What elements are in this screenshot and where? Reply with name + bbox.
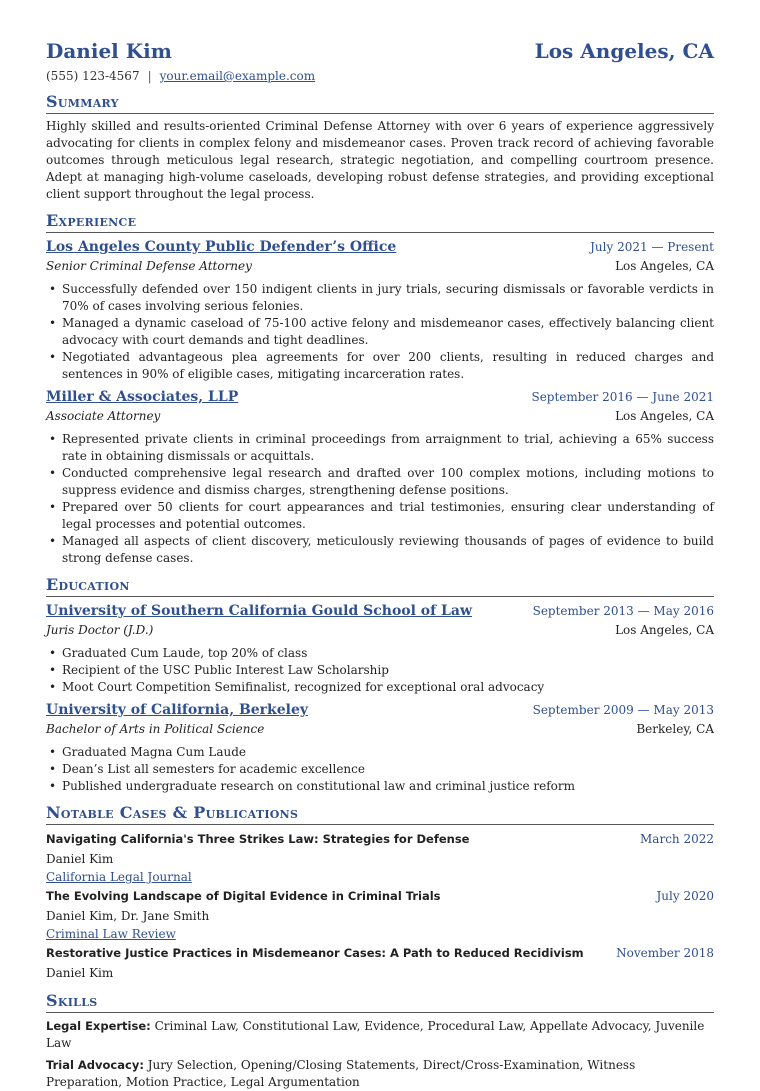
bullet-item: • Represented private clients in criminal proceedings from arraignment to trial, achieving a 65% success rate in obtaining dismissals or acquittals.: [46, 431, 714, 465]
publication-date: July 2020: [656, 889, 714, 903]
bullet-list: [46, 281, 714, 383]
employment-dates: July 2021 — Present: [590, 240, 714, 254]
bullet-item: • Managed all aspects of client discovery, meticulously reviewing thousands of pages of evidence to build strong defense cases.: [46, 533, 714, 567]
education-dates: September 2013 — May 2016: [532, 604, 714, 618]
section-title-experience: Experience: [46, 211, 714, 233]
publication-date: November 2018: [616, 946, 714, 960]
experience-entry: [46, 237, 714, 383]
bullet-item: • Dean’s List all semesters for academic excellence: [46, 761, 714, 778]
bullet-item: • Graduated Magna Cum Laude: [46, 744, 714, 761]
employment-dates: September 2016 — June 2021: [531, 390, 714, 404]
job-title: Senior Criminal Defense Attorney: [46, 259, 252, 273]
skills-section: [46, 991, 714, 1091]
contact-line: [46, 68, 714, 84]
education-section: [46, 575, 714, 795]
experience-section: [46, 211, 714, 567]
job-title: Associate Attorney: [46, 409, 161, 423]
skill-line: [46, 1057, 714, 1091]
bullet-item: • Prepared over 50 clients for court appearances and trial testimonies, ensuring clear understanding of legal processes and potential outcomes.: [46, 499, 714, 533]
education-entry: [46, 601, 714, 696]
candidate-name: Daniel Kim: [46, 39, 172, 63]
publication-title: Restorative Justice Practices in Misdemeanor Cases: A Path to Reduced Recidivism: [46, 946, 584, 960]
school-location: Berkeley, CA: [636, 722, 714, 736]
bullet-item: • Recipient of the USC Public Interest Law Scholarship: [46, 662, 714, 679]
phone-number: (555) 123-4567: [46, 69, 140, 83]
section-title-skills: Skills: [46, 991, 714, 1013]
publication-venue-link[interactable]: Criminal Law Review: [46, 927, 176, 941]
contact-separator: |: [147, 69, 152, 83]
publication-title: The Evolving Landscape of Digital Evidence in Criminal Trials: [46, 889, 441, 903]
section-title-education: Education: [46, 575, 714, 597]
section-title-summary: Summary: [46, 92, 714, 114]
education-dates: September 2009 — May 2013: [532, 703, 714, 717]
degree: Bachelor of Arts in Political Science: [46, 722, 265, 736]
header: [46, 38, 714, 64]
candidate-location: Los Angeles, CA: [534, 39, 714, 63]
skill-line: [46, 1018, 714, 1052]
bullet-item: • Successfully defended over 150 indigent clients in jury trials, securing dismissals or favorable verdicts in 70% of cases involving serious felonies.: [46, 281, 714, 315]
publications-section: [46, 803, 714, 983]
summary-text: Highly skilled and results-oriented Criminal Defense Attorney with over 6 years of experience aggressively advocating for clients in complex felony and misdemeanor cases. Proven track record of achieving favorable outcomes through meticulous legal research, strategic negotiation, and compelling courtroom presence. Adept at managing high-volume caseloads, developing robust defense strategies, and providing exceptional client support throughout the legal process.: [46, 119, 714, 201]
skill-label: Legal Expertise:: [46, 1019, 151, 1033]
publication-authors: Daniel Kim, Dr. Jane Smith: [46, 909, 210, 923]
bullet-item: • Negotiated advantageous plea agreements for over 200 clients, resulting in reduced charges and sentences in 90% of eligible cases, mitigating incarceration rates.: [46, 349, 714, 383]
publication-venue-link[interactable]: California Legal Journal: [46, 870, 192, 884]
publication-authors: Daniel Kim: [46, 966, 114, 980]
bullet-item: • Moot Court Competition Semifinalist, recognized for exceptional oral advocacy: [46, 679, 714, 696]
skill-value: Criminal Law, Constitutional Law, Evidence, Procedural Law, Appellate Advocacy, Juvenile Law: [46, 1019, 705, 1050]
bullet-item: • Graduated Cum Laude, top 20% of class: [46, 645, 714, 662]
job-location: Los Angeles, CA: [615, 259, 714, 273]
bullet-list: [46, 431, 714, 567]
publication-entry: [46, 829, 714, 886]
section-title-publications: Notable Cases & Publications: [46, 803, 714, 825]
school-link[interactable]: University of California, Berkeley: [46, 702, 309, 718]
school-link[interactable]: University of Southern California Gould School of Law: [46, 603, 473, 619]
employer-link[interactable]: Miller & Associates, LLP: [46, 389, 239, 405]
publication-authors: Daniel Kim: [46, 852, 114, 866]
summary-section: [46, 92, 714, 203]
experience-entry: [46, 387, 714, 567]
employer-link[interactable]: Los Angeles County Public Defender’s Office: [46, 239, 397, 255]
bullet-list: [46, 645, 714, 696]
bullet-list: [46, 744, 714, 795]
skill-label: Trial Advocacy:: [46, 1058, 144, 1072]
bullet-item: • Managed a dynamic caseload of 75-100 active felony and misdemeanor cases, effectively balancing client advocacy with court demands and tight deadlines.: [46, 315, 714, 349]
degree: Juris Doctor (J.D.): [46, 623, 154, 637]
bullet-item: • Published undergraduate research on constitutional law and criminal justice reform: [46, 778, 714, 795]
bullet-item: • Conducted comprehensive legal research and drafted over 100 complex motions, including motions to suppress evidence and dismiss charges, strengthening defense positions.: [46, 465, 714, 499]
education-entry: [46, 700, 714, 795]
school-location: Los Angeles, CA: [615, 623, 714, 637]
email-link[interactable]: your.email@example.com: [159, 69, 316, 83]
publication-entry: [46, 886, 714, 943]
publication-date: March 2022: [640, 832, 714, 846]
publication-title: Navigating California's Three Strikes Law: Strategies for Defense: [46, 832, 470, 846]
job-location: Los Angeles, CA: [615, 409, 714, 423]
skill-value: Jury Selection, Opening/Closing Statements, Direct/Cross-Examination, Witness Preparation, Motion Practice, Legal Argumentation: [46, 1058, 636, 1089]
publication-entry: [46, 943, 714, 983]
